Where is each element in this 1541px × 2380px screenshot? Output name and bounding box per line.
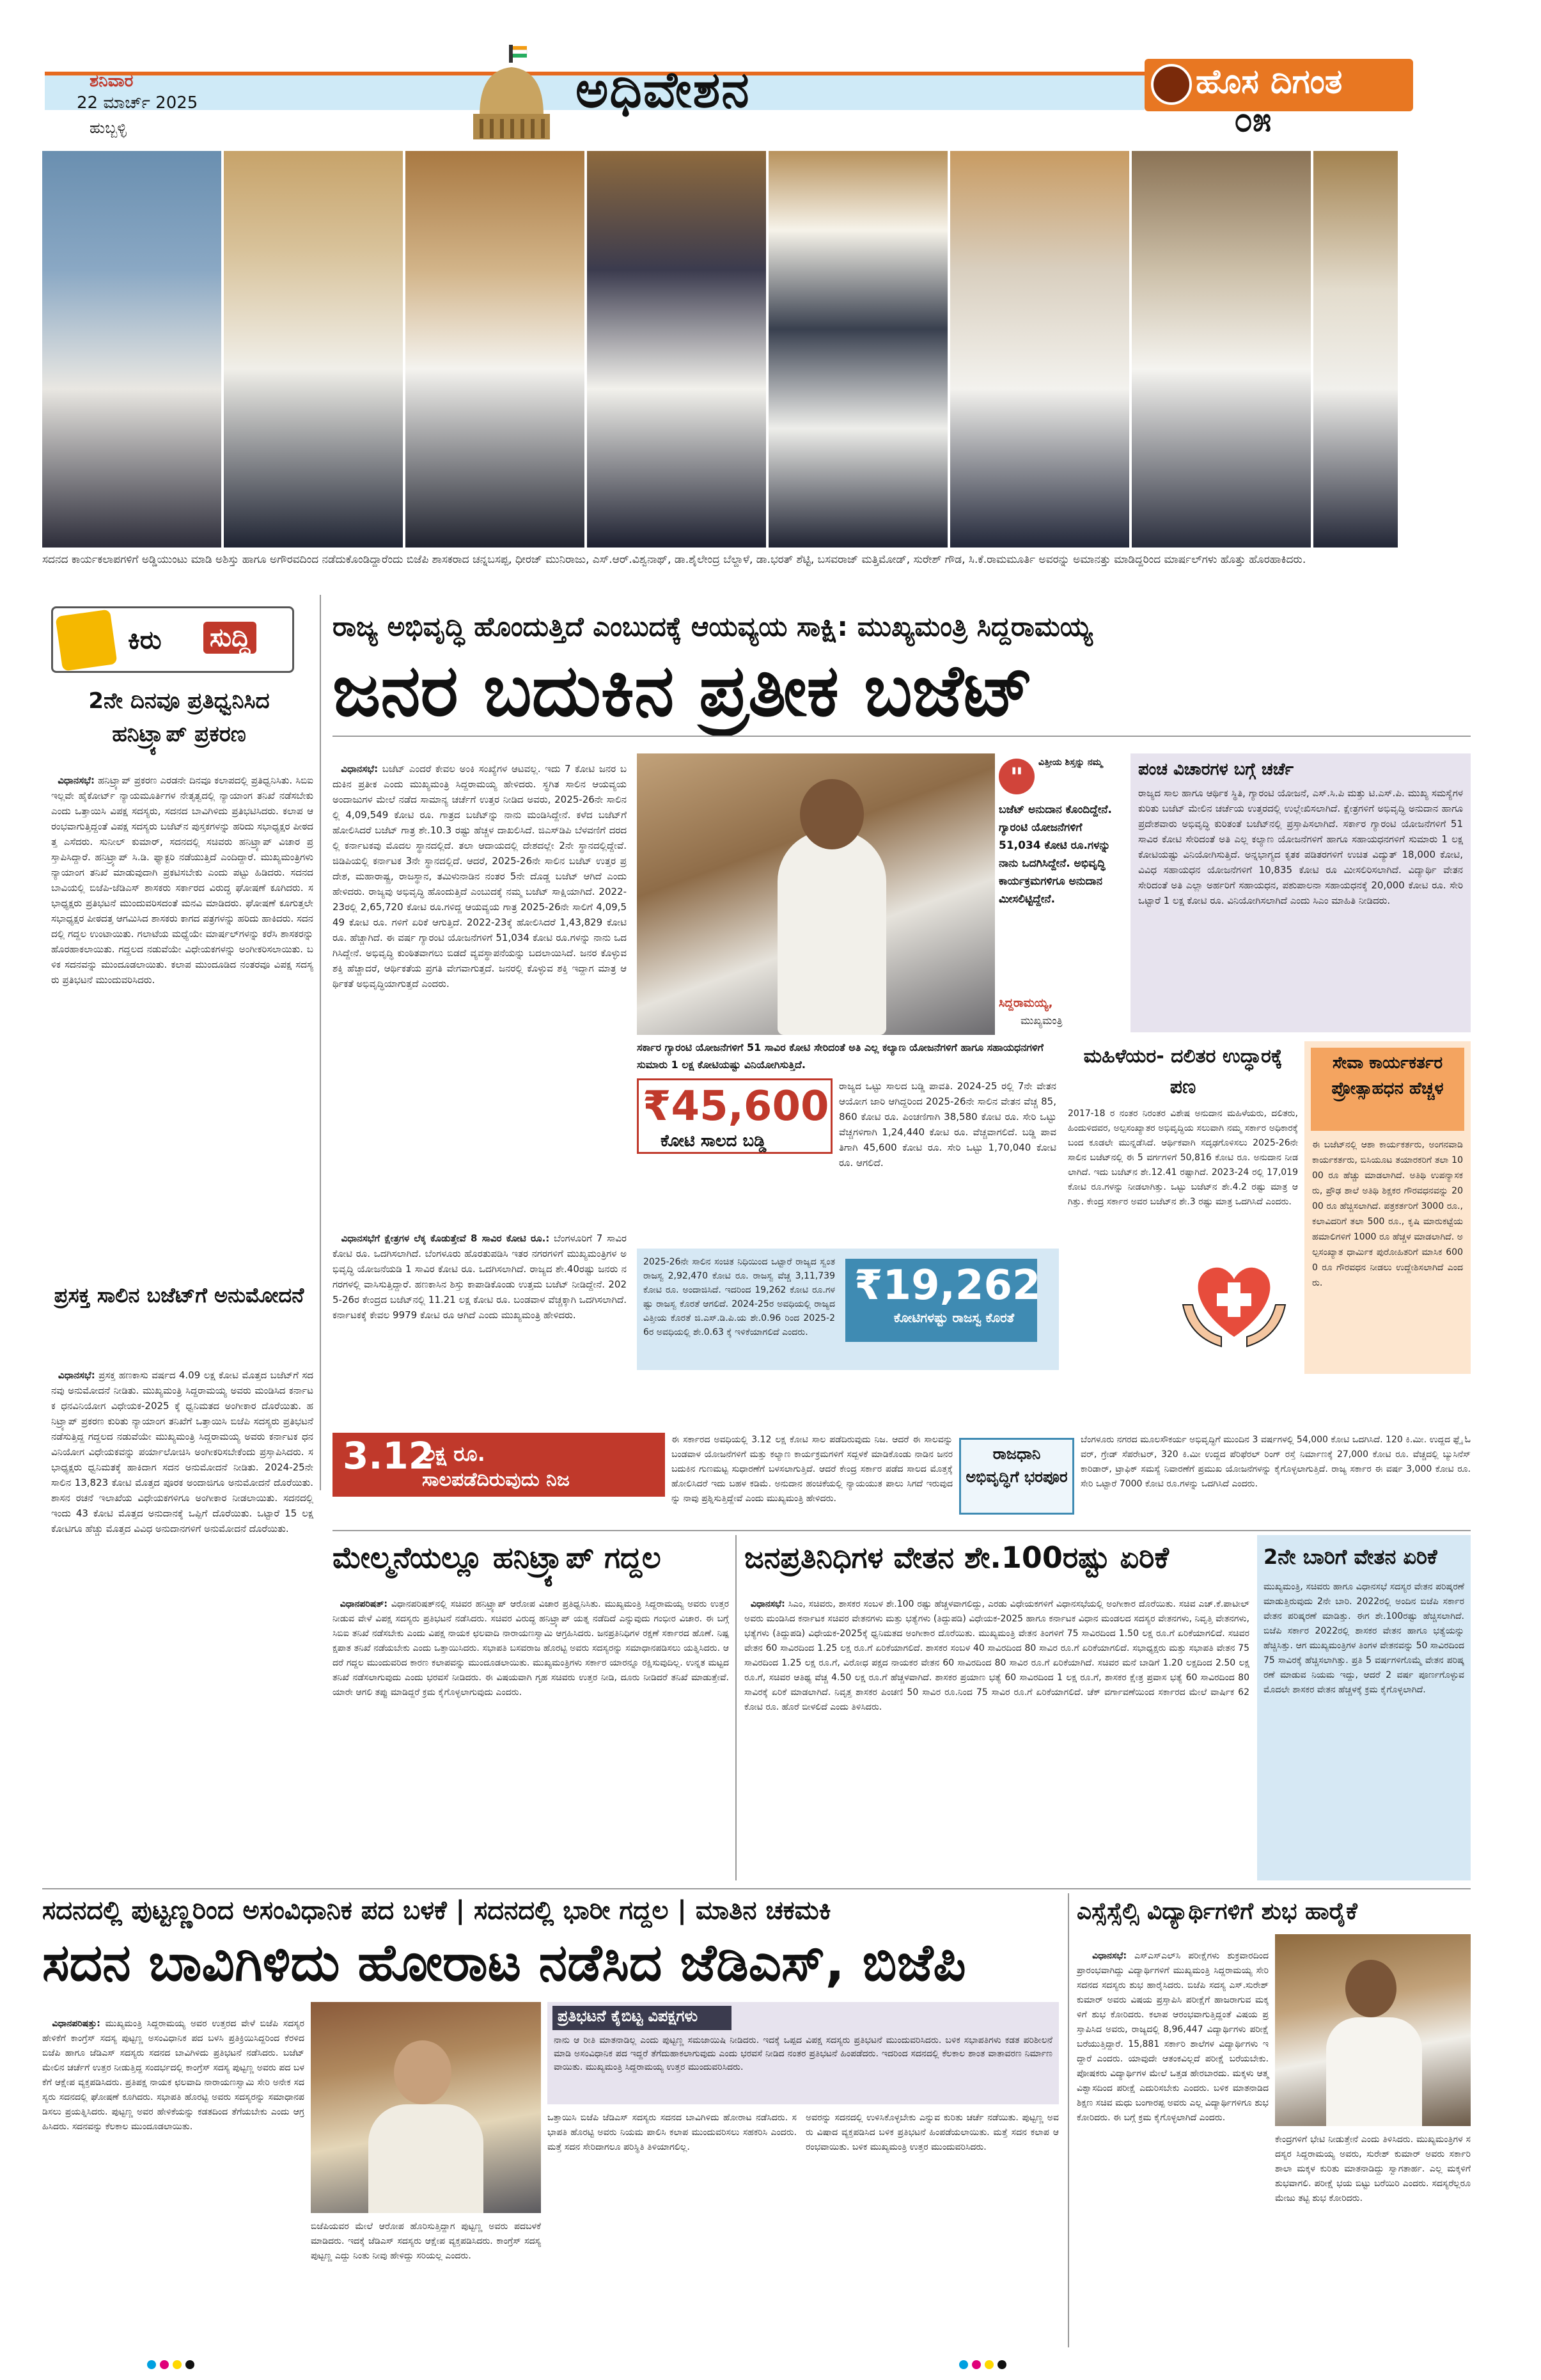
registration-marks-right [959, 2360, 1006, 2369]
page-number: ೦೫ [1234, 101, 1272, 139]
sidebar-divider [320, 595, 321, 1490]
col-divider [735, 1535, 737, 1880]
big-45-label: ಕೋಟಿ ಸಾಲದ ಬಡ್ಡಿ [661, 1131, 767, 1151]
bottom-kicker: ಸದನದಲ್ಲಿ ಪುಟ್ಟಣ್ಣರಿಂದ ಅಸಂವಿಧಾನಿಕ ಪದ ಬಳಕೆ | ಸದನದಲ್ಲಿ ಭಾರೀ ಗದ್ದಲ | ಮಾತಿನ ಚಕಮಕಿ [42, 1896, 831, 1925]
lakh-body: ಈ ಸರ್ಕಾರದ ಅವಧಿಯಲ್ಲಿ 3.12 ಲಕ್ಷ ಕೋಟಿ ಸಾಲ ಪಡೆದಿರುವುದು ನಿಜ. ಆದರೆ ಈ ಸಾಲವನ್ನು ಬಂಡವಾಳ ಯೋಜನೆಗಳಿಗೆ ಮತ್ತು ಕಲ್ಯಾಣ ಕಾರ್ಯಕ್ರಮಗಳಿಗೆ ಸದ್ಬಳಕೆ ಮಾಡಿಕೊಂಡು ನಾಡಿನ ಜನರ ಬದುಕಿನ ಗುಣಮಟ್ಟ ಸುಧಾರಣೆಗೆ ಬಳಸಲಾಗುತ್ತಿದೆ. ಆದರೆ ಕೇಂದ್ರ ಸರ್ಕಾರ ಪಡೆದ ಸಾಲದ ಮೊತ್ತಕ್ಕೆ ಹೋಲಿಸಿದರೆ ಇದು ಬಹಳ ಕಡಿಮೆ. ಅನುದಾನ ಹಂಚಿಕೆಯಲ್ಲಿ ನ್ಯಾಯಯುತ ಪಾಲು ಸಿಗದೆ ಇರುವುದನ್ನು ನಾವು ಪ್ರಶ್ನಿಸುತ್ತಿದ್ದೇವೆ ಎಂದು ಮುಖ್ಯಮಂತ್ರಿ ಹೇಳಿದರು. [671, 1435, 956, 1504]
dateline: ವಿಧಾನಸಭೆ: [341, 763, 379, 775]
seva-body: ಈ ಬಜೆಟ್‌ನಲ್ಲಿ ಆಶಾ ಕಾರ್ಯಕರ್ತರು, ಅಂಗನವಾಡಿ ಕಾರ್ಯಕರ್ತರು, ಬಿಸಿಯೂಟ ತಯಾರಕರಿಗೆ ತಲಾ 1000 ರೂ ಹೆಚ್ಚು ಮಾಡಲಾಗಿದೆ. ಅತಿಥಿ ಉಪನ್ಯಾಸಕರು, ಪ್ರೌಢ ಶಾಲೆ ಅತಿಥಿ ಶಿಕ್ಷಕರ ಗೌರವಧನವನ್ನು 2000 ರೂ ಹೆಚ್ಚಿಸಲಾಗಿದೆ. ಪತ್ರಕರ್ತರಿಗೆ 3000 ರೂ., ಕಲಾವಿದರಿಗೆ ತಲಾ 500 ರೂ., ಕೃಷಿ ಮಾರುಕಟ್ಟೆಯ ಹಮಾಲಿಗಳಿಗೆ 1000 ರೂ ಹೆಚ್ಚಳ ಮಾಡಲಾಗಿದೆ. ಅಲ್ಪಸಂಖ್ಯಾತ ಧಾರ್ಮಿಕ ಪುರೋಹಿತರಿಗೆ ಮಾಸಿಕ 6000 ರೂ ಗೌರವಧನ ನೀಡಲು ಉದ್ದೇಶಿಸಲಾಗಿದೆ ಎಂದರು. [1312, 1140, 1466, 1288]
big-19-text: 2025-26ನೇ ಸಾಲಿನ ಸಂಚಿತ ನಿಧಿಯಿಂದ ಒಟ್ಟಾರೆ ರಾಜ್ಯದ ಸ್ವಂತ ರಾಜಸ್ವ 2,92,470 ಕೋಟಿ ರೂ. ರಾಜಸ್ವ ವೆಚ್ಚ 3,11,739 ಕೋಟಿ ರೂ. ಅಂದಾಜಿಸಿದೆ. ಇದರಿಂದ 19,262 ಕೋಟಿ ರೂ.ಗಳಷ್ಟು ರಾಜಸ್ವ ಕೊರತೆ ಆಗಲಿದೆ. 2024-25ರ ಅವಧಿಯಲ್ಲಿ ರಾಜ್ಯದ ವಿತ್ತೀಯ ಕೊರತೆ ಜಿ.ಎಸ್.ಡಿ.ಪಿ.ಯ ಶೇ.0.96 ರಿಂದ 2025-26ರ ಅವಧಿಯಲ್ಲಿ ಶೇ.0.63 ಕ್ಕೆ ಇಳಿಕೆಯಾಗಲಿದೆ ಎಂದರು. [643, 1257, 838, 1337]
photo-2 [224, 151, 405, 548]
lamp-icon [1151, 64, 1192, 105]
big-45-box [637, 1078, 833, 1154]
row-rule [332, 1530, 1471, 1531]
lakh-value: 3.12 [343, 1434, 435, 1478]
cyan-dot [959, 2360, 968, 2369]
minister-head [1345, 1960, 1396, 2017]
paragraph: ಎಸ್‌ಎಸ್‌ಎಲ್‌ಸಿ ಪರೀಕ್ಷೆಗಳು ಶುಕ್ರವಾರದಿಂದ ಪ್ರಾರಂಭವಾಗಿದ್ದು ವಿದ್ಯಾರ್ಥಿಗಳಿಗೆ ಮುಖ್ಯಮಂತ್ರಿ ಸಿದ್ದರಾಮಯ್ಯ ಸೇರಿ ಸದನದ ಸದಸ್ಯರು ಶುಭ ಹಾರೈಸಿದರು. ಬಿಜೆಪಿ ಸದಸ್ಯ ಎಸ್.ಸುರೇಶ್ ಕುಮಾರ್ ಅವರು ವಿಷಯ ಪ್ರಸ್ತಾಪಿಸಿ ಪರೀಕ್ಷೆಗೆ ಹಾಜರಾಗುವ ಮಕ್ಕಳಿಗೆ ಶುಭ ಕೋರಿದರು. ಕಲಾಪ ಆರಂಭವಾಗುತ್ತಿದ್ದಂತೆ ವಿಷಯ ಪ್ರಸ್ತಾಪಿಸಿದ ಅವರು, ರಾಜ್ಯದಲ್ಲಿ 8,96,447 ವಿದ್ಯಾರ್ಥಿಗಳು ಪರೀಕ್ಷೆ ಬರೆಯುತ್ತಿದ್ದಾರೆ. 15,881 ಸರ್ಕಾರಿ ಶಾಲೆಗಳ ವಿದ್ಯಾರ್ಥಿಗಳು ಇದ್ದಾರೆ ಎಂದರು. ಯಾವುದೇ ಆತಂಕವಿಲ್ಲದೆ ಪರೀಕ್ಷೆ ಬರೆಯಬೇಕು. ಪೋಷಕರು ವಿದ್ಯಾರ್ಥಿಗಳ ಮೇಲೆ ಒತ್ತಡ ಹೇರಬಾರದು. ಮಕ್ಕಳು ಆತ್ಮವಿಶ್ವಾಸದಿಂದ ಪರೀಕ್ಷೆ ಎದುರಿಸಬೇಕು ಎಂದರು. ಬಳಿಕ ಮಾತನಾಡಿದ ಶಿಕ್ಷಣ ಸಚಿವ ಮಧು ಬಂಗಾರಪ್ಪ ಅವರು ಎಲ್ಲ ವಿದ್ಯಾರ್ಥಿಗಳಿಗೂ ಶುಭ ಕೋರಿದರು. ಈ ಬಗ್ಗೆ ಕ್ರಮ ಕೈಗೊಳ್ಳಲಾಗಿದೆ ಎಂದರು. [1077, 1951, 1272, 2123]
quote-role: ಮುಖ್ಯಮಂತ್ರಿ [1021, 1014, 1063, 1027]
speaker-head [394, 2040, 451, 2104]
quote-badge: ವಿತ್ತೀಯ ಶಿಸ್ತನ್ನು ನಮ್ಮ [1038, 757, 1102, 768]
quote-panel [995, 753, 1120, 1035]
bottom-col-2: ಬಿಜೆಪಿಯವರ ಮೇಲೆ ಆರೋಪ ಹೊರಿಸುತ್ತಿದ್ದಾಗ ಪುಟ್ಟಣ್ಣ ಅವರು ಪದಬಳಕೆ ಮಾಡಿದರು. ಇದಕ್ಕೆ ಜೆಡಿಎಸ್ ಸದಸ್ಯರು ಆಕ್ಷೇಪ ವ್ಯಕ್ತಪಡಿಸಿದರು. ಕಾಂಗ್ರೆಸ್ ಸದಸ್ಯ ಪುಟ್ಟಣ್ಣ ಎದ್ದು ನಿಂತು ನೀವು ಹೇಳಿದ್ದು ಸರಿಯಲ್ಲ ಎಂದರು. [311, 2221, 544, 2261]
sidebar-headline-2: ಪ್ರಸಕ್ತ ಸಾಲಿನ ಬಜೆಟ್‌ಗೆ ಅನುಮೋದನೆ [54, 1283, 304, 1307]
headline-rule [332, 736, 1471, 737]
second-hike-box [1257, 1535, 1471, 1880]
photo-5 [769, 151, 950, 548]
bottom-col-4: ಅವರನ್ನು ಸದನದಲ್ಲಿ ಉಳಿಸಿಕೊಳ್ಳಬೇಕು ಎನ್ನುವ ಕುರಿತು ಚರ್ಚೆ ನಡೆಯಿತು. ಪುಟ್ಟಣ್ಣ ಅವರು ವಿಷಾದ ವ್ಯಕ್ತಪಡಿಸಿದ ಬಳಿಕ ಪ್ರತಿಭಟನೆ ಹಿಂಪಡೆಯಲಾಯಿತು. ಮತ್ತೆ ಸದನ ಕಲಾಪ ಆರಂಭವಾಯಿತು. ಬಳಿಕ ಮುಖ್ಯಮಂತ್ರಿ ಉತ್ತರ ಮುಂದುವರಿಸಿದರು. [806, 2113, 1059, 2152]
protest-title: ಪ್ರತಿಭಟನೆ ಕೈಬಿಟ್ಟ ವಿಪಕ್ಷಗಳು [558, 2007, 698, 2025]
quote-author: ಸಿದ್ದರಾಮಯ್ಯ, [999, 997, 1053, 1010]
lakh-label: ಸಾಲಪಡೆದಿರುವುದು ನಿಜ [422, 1469, 570, 1491]
black-dot [185, 2360, 194, 2369]
photo-8 [1313, 151, 1398, 548]
paper-name: ಹೊಸ ದಿಗಂತ [1196, 63, 1343, 101]
dateline: ವಿಧಾನಪರಿಷತ್ತು: [52, 2019, 100, 2029]
magenta-dot [160, 2360, 169, 2369]
paragraph: ಪ್ರಸಕ್ತ ಹಣಕಾಸು ವರ್ಷದ 4.09 ಲಕ್ಷ ಕೋಟಿ ಮೊತ್ತದ ಬಜೆಟ್‌ಗೆ ಸದನವು ಅನುಮೋದನೆ ನೀಡಿತು. ಮುಖ್ಯಮಂತ್ರಿ ಸಿದ್ದರಾಮಯ್ಯ ಅವರು ಮಂಡಿಸಿದ ಕರ್ನಾಟಕ ಧನವಿನಿಯೋಗ ವಿಧೇಯಕ-2025 ಕ್ಕೆ ಧ್ವನಿಮತದ ಅಂಗೀಕಾರ ದೊರೆಯಿತು. ಹನಿಟ್ರ್ಯಾಪ್ ಪ್ರಕರಣ ಕುರಿತು ನ್ಯಾಯಾಂಗ ತನಿಖೆಗೆ ಒತ್ತಾಯಿಸಿ ಬಿಜೆಪಿ ಸದಸ್ಯರು ಪ್ರತಿಭಟನೆ ನಡೆಸುತ್ತಿದ್ದ ಗದ್ದಲದ ನಡುವೆಯೇ ಮುಖ್ಯಮಂತ್ರಿ ಸಿದ್ದರಾಮಯ್ಯ ಅವರು ಕರ್ನಾಟಕ ಧನವಿನಿಯೋಗ ವಿಧೇಯಕವನ್ನು ಪರ್ಯಾಲೋಚಿಸಿ ಅಂಗೀಕರಿಸಬೇಕೆಂದು ಪ್ರಸ್ತಾಪಿಸಿದರು. ಸಭಾಧ್ಯಕ್ಷರು ಧ್ವನಿಮತಕ್ಕೆ ಹಾಕಿದಾಗ ಸದನ ಅನುಮೋದನೆ ನೀಡಿತು. 2024-25ನೇ ಸಾಲಿನ 13,823 ಕೋಟಿ ಮೊತ್ತದ ಪೂರಕ ಅಂದಾಜಿಗೂ ಅನುಮೋದನೆ ದೊರೆಯಿತು. ಶಾಸನ ರಚನೆ ಇಲಾಖೆಯ ವಿಧೇಯಕಗಳಿಗೂ ಅಂಗೀಕಾರ ನೀಡಲಾಯಿತು. ಸದನದಲ್ಲಿ ಇಂದು 43 ಕೋಟಿ ಮೊತ್ತದ ಅನುದಾನಕ್ಕೆ ಒಪ್ಪಿಗೆ ದೊರೆಯಿತು. ಒಟ್ಟಾರೆ 15 ಲಕ್ಷ ಕೋಟಿಗೂ ಹೆಚ್ಚು ಮೊತ್ತದ ವಿವಿಧ ಅನುದಾನಗಳಿಗೆ ಅನುಮೋದನೆ ದೊರೆಯಿತು. [51, 1369, 317, 1534]
yellow-dot [173, 2360, 182, 2369]
lakh-value-box [332, 1433, 665, 1497]
rajadhani-body: ಬೆಂಗಳೂರು ನಗರದ ಮೂಲಸೌಕರ್ಯ ಅಭಿವೃದ್ಧಿಗೆ ಮುಂದಿನ 3 ವರ್ಷಗಳಲ್ಲಿ 54,000 ಕೋಟಿ ಒದಗಿಸಿದೆ. 120 ಕಿ.ಮೀ. ಉದ್ದದ ಫ್ಲೈ ಓವರ್, ಗ್ರೇಡ್ ಸೆಪರೇಟರ್, 320 ಕಿ.ಮೀ ಉದ್ದದ ಪೆರಿಫೆರಲ್ ರಿಂಗ್ ರಸ್ತೆ ನಿರ್ಮಾಣಕ್ಕೆ 27,000 ಕೋಟಿ ರೂ. ವೆಚ್ಚದಲ್ಲಿ ಬ್ಯುಸಿನೆಸ್ ಕಾರಿಡಾರ್, ಟ್ರಾಫಿಕ್ ಸಮಸ್ಯೆ ನಿವಾರಣೆಗೆ ಪ್ರಮುಖ ಯೋಜನೆಗಳನ್ನು ಕೈಗೊಳ್ಳಲಾಗುತ್ತಿದೆ. ರಾಜ್ಯ ಸರ್ಕಾರ ಈ ವರ್ಷ 3,000 ಕೋಟಿ ರೂ. ಸೇರಿ ಒಟ್ಟಾರೆ 7000 ಕೋಟಿ ರೂ.ಗಳನ್ನು ಒದಗಿಸಿದೆ ಎಂದರು. [1081, 1435, 1474, 1489]
protest-box [547, 2002, 1059, 2104]
photo-caption: ಸದನದ ಕಾರ್ಯಕಲಾಪಗಳಿಗೆ ಅಡ್ಡಿಯುಂಟು ಮಾಡಿ ಅಶಿಸ್ತು ಹಾಗೂ ಅಗೌರವದಿಂದ ನಡೆದುಕೊಂಡಿದ್ದಾರೆಂದು ಬಿಜೆಪಿ ಶಾಸಕರಾದ ಚನ್ನಬಸಪ್ಪ, ಧೀರಜ್ ಮುನಿರಾಜು, ಎಸ್.ಆರ್.ವಿಶ್ವನಾಥ್, ಡಾ.ಶೈಲೇಂದ್ರ ಬೆಲ್ದಾಳೆ, ಡಾ.ಭರತ್ ಶೆಟ್ಟಿ, ಬಸವರಾಜ್ ಮತ್ತಿಮೋಡ್, ಸುರೇಶ್ ಗೌಡ, ಸಿ.ಕೆ.ರಾಮಮೂರ್ತಿ ಅವರನ್ನು ಅಮಾನತ್ತು ಮಾಡಿದ್ದರಿಂದ ಮಾರ್ಷಲ್‌ಗಳು ಹೊತ್ತು ಹೊರಹಾಕಿದರು. [42, 553, 1306, 566]
minister-body [1326, 2017, 1422, 2126]
photo-7 [1132, 151, 1313, 548]
lakh-unit: ಲಕ್ಷ ರೂ. [422, 1442, 485, 1466]
badge-brand-a: ಕಿರು [128, 626, 162, 655]
paragraph: ಹನಿಟ್ರ್ಯಾಪ್ ಪ್ರಕರಣ ಎರಡನೇ ದಿನವೂ ಕಲಾಪದಲ್ಲಿ ಪ್ರತಿಧ್ವನಿಸಿತು. ಸಿಬಿಐ ಇಲ್ಲವೇ ಹೈಕೋರ್ಟ್ ನ್ಯಾಯಮೂರ್ತಿಗಳ ನೇತೃತ್ವದಲ್ಲಿ ನ್ಯಾಯಾಂಗ ತನಿಖೆ ನಡೆಸಬೇಕು ಎಂದು ಒತ್ತಾಯಿಸಿ ವಿಪಕ್ಷ ಸದಸ್ಯರು, ಸದನದ ಬಾವಿಗಿಳಿದು ಪ್ರತಿಭಟಿಸಿದರು. ಕಲಾಪ ಆರಂಭವಾಗುತ್ತಿದ್ದಂತೆ ವಿಪಕ್ಷ ಸದಸ್ಯರು ಬಜೆಟ್‌ನ ಪುಸ್ತಕಗಳನ್ನು ಹರಿದು ಸಭಾಧ್ಯಕ್ಷರ ಪೀಠದತ್ತ ಎಸೆದರು. ಸುನೀಲ್ ಕುಮಾರ್, ಸದನದಲ್ಲಿ ಸಚಿವರು ಹನಿಟ್ರ್ಯಾಪ್ ವಿಚಾರ ಪ್ರಸ್ತಾಪಿಸಿದ್ದಾರೆ. ಹನಿಟ್ರ್ಯಾಪ್ ಸಿ.ಡಿ. ಫ್ಯಾಕ್ಟರಿ ನಡೆಯುತ್ತಿದೆ ಎಂದಿದ್ದಾರೆ. ಮುಖ್ಯಮಂತ್ರಿಗಳು ನ್ಯಾಯಾಂಗ ತನಿಖೆ ಮಾಡುವುದಾಗಿ ಪ್ರಕಟಿಸಬೇಕು ಎಂದು ಪಟ್ಟು ಹಿಡಿದರು. ಸದನದ ಬಾವಿಯಲ್ಲಿ ಬಿಜೆಪಿ-ಜೆಡಿಎಸ್ ಶಾಸಕರು ಸರ್ಕಾರದ ವಿರುದ್ಧ ಘೋಷಣೆ ಕೂಗಿದರು. ಸಭಾಧ್ಯಕ್ಷರು ಪ್ರತಿಭಟನೆ ಮುಂದುವರಿಸದಂತೆ ಮನವಿ ಮಾಡಿದರು. ಘೋಷಣೆ ಕೂಗುತ್ತಲೇ ಸಭಾಧ್ಯಕ್ಷರ ಪೀಠದತ್ತ ಆಗಮಿಸಿದ ಶಾಸಕರು ಕಾಗದ ಪತ್ರಗಳನ್ನು ಹರಿದು ಹಾಕಿದರು. ಸದನದಲ್ಲಿ ಗದ್ದಲ ಉಂಟಾಯಿತು. ಗಲಾಟೆಯ ಮಧ್ಯೆಯೇ ಮಾರ್ಷಲ್‌ಗಳನ್ನು ಕರೆಸಿ ಶಾಸಕರನ್ನು ಹೊರಹಾಕಲಾಯಿತು. ಗದ್ದಲದ ನಡುವೆಯೇ ವಿಧೇಯಕಗಳನ್ನು ಅಂಗೀಕರಿಸಲಾಯಿತು. ಬಳಿಕ ಸದನವನ್ನು ಮುಂದೂಡಲಾಯಿತು. ಕಲಾಪ ಮುಂದೂಡಿದ ನಂತರವೂ ವಿಪಕ್ಷ ಸದಸ್ಯರು ಪ್ರತಿಭಟನೆ ಮುಂದುವರಿಸಿದರು. [51, 775, 317, 986]
vidhana-soudha-icon [467, 45, 556, 141]
bottom-rule [42, 1888, 1471, 1889]
big-19-box [637, 1249, 1059, 1370]
hand-icon [55, 609, 117, 671]
bottom-photo [311, 2002, 541, 2213]
dateline: ವಿಧಾನಪರಿಷತ್: [340, 1599, 387, 1609]
marshal-photo-strip [42, 151, 1398, 548]
bottom-col-3: ಒತ್ತಾಯಿಸಿ ಬಿಜೆಪಿ ಜೆಡಿಎಸ್ ಸದಸ್ಯರು ಸದನದ ಬಾವಿಗಿಳಿದು ಹೋರಾಟ ನಡೆಸಿದರು. ಸಭಾಪತಿ ಹೊರಟ್ಟಿ ಅವರು ನಿಯಮ ಪಾಲಿಸಿ ಕಲಾಪ ಮುಂದುವರಿಸಲು ಸಹಕರಿಸಿ ಎಂದರು. ಮತ್ತೆ ಸದನ ಸೇರಿದಾಗಲೂ ಪರಿಸ್ಥಿತಿ ತಿಳಿಯಾಗಲಿಲ್ಲ. [547, 2113, 800, 2152]
bottom-headline: ಸದನ ಬಾವಿಗಿಳಿದು ಹೋರಾಟ ನಡೆಸಿದ ಜೆಡಿಎಸ್, ಬಿಜೆಪಿ [42, 1933, 966, 1992]
photo-6 [950, 151, 1132, 548]
big-19-label: ಕೋಟಿಗಳಷ್ಟು ರಾಜಸ್ವ ಕೊರತೆ [893, 1310, 1015, 1325]
intro-box: ಸರ್ಕಾರ ಗ್ಯಾರಂಟಿ ಯೋಜನೆಗಳಿಗೆ 51 ಸಾವಿರ ಕೋಟಿ ಸೇರಿದಂತೆ ಅತಿ ಎಲ್ಲ ಕಲ್ಯಾಣ ಯೋಜನೆಗಳಿಗೆ ಹಾಗೂ ಸಹಾಯಧನಗಳಿಗೆ ಸುಮಾರು 1 ಲಕ್ಷ ಕೋಟಿಯಷ್ಟು ವಿನಿಯೋಗಿಸುತ್ತಿದೆ. [637, 1041, 1044, 1071]
budget-headline: ಜನರ ಬದುಕಿನ ಪ್ರತೀಕ ಬಜೆಟ್ [332, 649, 1034, 732]
dateline: ವಿಧಾನಸಭೆ: [1092, 1951, 1127, 1961]
photo-4 [587, 151, 769, 548]
registration-marks-left [147, 2360, 194, 2369]
health-care-icon [1177, 1241, 1292, 1350]
day-label: ಶನಿವಾರ [90, 72, 134, 91]
sslc-title: ಎಸ್ಸೆಸ್ಸೆಲ್ಸಿ ವಿದ್ಯಾರ್ಥಿಗಳಿಗೆ ಶುಭ ಹಾರೈಕೆ [1077, 1898, 1357, 1925]
sslc-divider [1068, 1893, 1069, 2347]
honey-body [332, 1582, 732, 1883]
cm-photo [637, 753, 995, 1035]
big-19-card [845, 1259, 1041, 1342]
seva-title: ಸೇವಾ ಕಾರ್ಯಕರ್ತರ ಪ್ರೋತ್ಸಾಹಧನ ಹೆಚ್ಚಳ [1331, 1053, 1444, 1098]
dateline: ವಿಧಾನಸಭೆ: [58, 775, 95, 786]
seva-box [1304, 1041, 1471, 1374]
budget-subsection [332, 1215, 630, 1452]
sslc-body [1077, 1934, 1272, 2347]
black-dot [997, 2360, 1006, 2369]
cyan-dot [147, 2360, 156, 2369]
big-45-text: ರಾಜ್ಯದ ಒಟ್ಟು ಸಾಲದ ಬಡ್ಡಿ ಪಾವತಿ. 2024-25 ರಲ್ಲಿ 7ನೇ ವೇತನ ಆಯೋಗ ಜಾರಿ ಆಗಿದ್ದರಿಂದ 2025-26ನೇ ಸಾಲಿನ ವೇತನ ವೆಚ್ಚ 85,860 ಕೋಟಿ ರೂ. ಪಿಂಚಣಿಗಾಗಿ 38,580 ಕೋಟಿ ರೂ. ಸೇರಿ ಒಟ್ಟು ವೆಚ್ಚಗಳಿಗಾಗಿ 1,24,440 ಕೋಟಿ ರೂ. ವೆಚ್ಚವಾಗಲಿದೆ. ಬಡ್ಡಿ ಪಾವತಿಗಾಗಿ 45,600 ಕೋಟಿ ರೂ. ಸೇರಿ ಒಟ್ಟು 1,70,040 ಕೋಟಿ ರೂ. ಆಗಲಿದೆ. [839, 1080, 1060, 1169]
second-hike-title: 2ನೇ ಬಾರಿಗೆ ವೇತನ ಏರಿಕೆ [1263, 1545, 1437, 1569]
paragraph: ವಿಧಾನಪರಿಷತ್‌ನಲ್ಲಿ ಸಚಿವರ ಹನಿಟ್ರ್ಯಾಪ್ ಆರೋಪ ವಿಚಾರ ಪ್ರತಿಧ್ವನಿಸಿತು. ಮುಖ್ಯಮಂತ್ರಿ ಸಿದ್ದರಾಮಯ್ಯ ಅವರು ಉತ್ತರ ನೀಡುವ ವೇಳೆ ವಿಪಕ್ಷ ಸದಸ್ಯರು ಪ್ರತಿಭಟನೆ ನಡೆಸಿದರು. ಸಚಿವರ ವಿರುದ್ಧ ಹನಿಟ್ರ್ಯಾಪ್ ಯತ್ನ ನಡೆದಿದೆ ಎನ್ನುವುದು ಗಂಭೀರ ವಿಚಾರ. ಈ ಬಗ್ಗೆ ಸಿಬಿಐ ತನಿಖೆ ನಡೆಸಬೇಕು ಎಂದು ವಿಪಕ್ಷ ನಾಯಕ ಛಲವಾದಿ ನಾರಾಯಣಸ್ವಾಮಿ ಆಗ್ರಹಿಸಿದರು. ಜನಪ್ರತಿನಿಧಿಗಳ ರಕ್ಷಣೆ ಸರ್ಕಾರದ ಹೊಣೆ. ನಿಷ್ಪಕ್ಷಪಾತ ತನಿಖೆ ನಡೆಯಬೇಕು ಎಂದು ಒತ್ತಾಯಿಸಿದರು. ಸಭಾಪತಿ ಬಸವರಾಜ ಹೊರಟ್ಟಿ ಅವರು ಸದಸ್ಯರನ್ನು ಸಮಾಧಾನಪಡಿಸಲು ಯತ್ನಿಸಿದರು. ಆದರೆ ಗದ್ದಲ ಮುಂದುವರಿದ ಕಾರಣ ಕಲಾಪವನ್ನು ಮುಂದೂಡಲಾಯಿತು. ಮುಖ್ಯಮಂತ್ರಿಗಳು ಸರ್ಕಾರ ಯಾರನ್ನೂ ರಕ್ಷಿಸುವುದಿಲ್ಲ. ಉನ್ನತ ಮಟ್ಟದ ತನಿಖೆ ನಡೆಸಲಾಗುವುದು ಎಂದು ಭರವಸೆ ನೀಡಿದರು. ಈ ವಿಷಯವಾಗಿ ಗೃಹ ಸಚಿವರು ಉತ್ತರ ನೀಡಿ, ದೂರು ನೀಡಿದರೆ ತನಿಖೆ ಮಾಡುತ್ತೇವೆ. ಯಾರೇ ಆಗಲಿ ತಪ್ಪು ಮಾಡಿದ್ದರೆ ಕ್ರಮ ಕೈಗೊಳ್ಳಲಾಗುವುದು ಎಂದರು. [332, 1599, 732, 1698]
big-45-text-2 [637, 1158, 833, 1247]
section-title: ಅಧಿವೇಶನ [575, 61, 751, 119]
rajadhani-box [959, 1438, 1074, 1515]
paragraph: ಬೆಂಗಳೂರಿಗೆ 7 ಸಾವಿರ ಕೋಟಿ ರೂ. ಒದಗಿಸಲಾಗಿದೆ. ಬೆಂಗಳೂರು ಹೊರತುಪಡಿಸಿ ಇತರ ನಗರಗಳಿಗೆ ಮುಖ್ಯಮಂತ್ರಿಗಳ ಅಭಿವೃದ್ಧಿ ಯೋಜನೆಯಡಿ 1 ಸಾವಿರ ಕೋಟಿ ರೂ. ಒದಗಿಸಲಾಗಿದೆ. ರಾಜ್ಯದ ಶೇ.40ರಷ್ಟು ಜನರು ನಗರಗಳಲ್ಲಿ ವಾಸಿಸುತ್ತಿದ್ದಾರೆ. ಹಣಕಾಸಿನ ಶಿಸ್ತು ಕಾಪಾಡಿಕೊಂಡು ಉತ್ತಮ ಬಜೆಟ್ ನೀಡಿದ್ದೇನೆ. 2025-26ರ ಕೇಂದ್ರದ ಬಜೆಟ್‌ನಲ್ಲಿ 11.21 ಲಕ್ಷ ಕೋಟಿ ರೂ. ಬಂಡವಾಳ ವೆಚ್ಚಕ್ಕಾಗಿ ಒದಗಿಸಲಾಗಿದೆ. ಕರ್ನಾಟಕಕ್ಕೆ ಕೇವಲ 9979 ಕೋಟಿ ರೂ ಆಗಿದೆ ಎಂದು ಮುಖ್ಯಮಂತ್ರಿ ಹೇಳಿದರು. [332, 1233, 630, 1321]
photo-3 [405, 151, 587, 548]
badge-brand-b: ಸುದ್ದಿ [203, 622, 256, 654]
sidebar-body-2 [51, 1352, 317, 1870]
yellow-dot [985, 2360, 994, 2369]
mahila-title: ಮಹಿಳೆಯರ- ದಲಿತರ ಉದ್ಧಾರಕ್ಕೆ ಪಣ [1083, 1045, 1283, 1098]
salary-body [744, 1582, 1253, 1883]
paragraph: ಮುಖ್ಯಮಂತ್ರಿ ಸಿದ್ದರಾಮಯ್ಯ ಅವರ ಉತ್ತರದ ವೇಳೆ ಬಿಜೆಪಿ ಸದಸ್ಯರ ಹೇಳಿಕೆಗೆ ಕಾಂಗ್ರೆಸ್ ಸದಸ್ಯ ಪುಟ್ಟಣ್ಣ ಅಸಂವಿಧಾನಿಕ ಪದ ಬಳಸಿ ಪ್ರತಿಕ್ರಿಯಿಸಿದ್ದರಿಂದ ಕೆರಳಿದ ಬಿಜೆಪಿ ಹಾಗೂ ಜೆಡಿಎಸ್ ಸದಸ್ಯರು ಸದನದ ಬಾವಿಗಿಳಿದು ಪ್ರತಿಭಟನೆ ನಡೆಸಿದರು. ಬಜೆಟ್ ಮೇಲಿನ ಚರ್ಚೆಗೆ ಉತ್ತರ ನೀಡುತ್ತಿದ್ದ ಸಂದರ್ಭದಲ್ಲಿ ಕಾಂಗ್ರೆಸ್ ಸದಸ್ಯ ಪುಟ್ಟಣ್ಣ ಅವರು ಪದ ಬಳಕೆಗೆ ಆಕ್ಷೇಪ ವ್ಯಕ್ತಪಡಿಸಿದರು. ಪ್ರತಿಪಕ್ಷ ನಾಯಕ ಛಲವಾದಿ ನಾರಾಯಣಸ್ವಾಮಿ ಸೇರಿ ಅನೇಕ ಸದಸ್ಯರು ಸದನದಲ್ಲಿ ಘೋಷಣೆ ಕೂಗಿದರು. ಸಭಾಪತಿ ಹೊರಟ್ಟಿ ಅವರು ಸದಸ್ಯರನ್ನು ಸಮಾಧಾನಪಡಿಸಲು ಪ್ರಯತ್ನಿಸಿದರು. ಪುಟ್ಟಣ್ಣ ಅವರ ಹೇಳಿಕೆಯನ್ನು ಕಡತದಿಂದ ತೆಗೆಯಬೇಕು ಎಂದು ಆಗ್ರಹಿಸಿದರು. ಸದನವನ್ನು ಕೆಲಕಾಲ ಮುಂದೂಡಲಾಯಿತು. [42, 2019, 308, 2132]
mahila-body: 2017-18 ರ ನಂತರ ನಿರಂತರ ವಿಶೇಷ ಅನುದಾನ ಮಹಿಳೆಯರು, ದಲಿತರು, ಹಿಂದುಳಿದವರ, ಅಲ್ಪಸಂಖ್ಯಾತರ ಅಭಿವೃದ್ಧಿಯ ಸಲುವಾಗಿ ನಮ್ಮ ಸರ್ಕಾರ ಅಧಿಕಾರಕ್ಕೆ ಬಂದ ಕೂಡಲೇ ಮುನ್ನಡೆಸಿದೆ. ಆರ್ಥಿಕವಾಗಿ ಸದೃಢಗೊಳಿಸಲು 2025-26ನೇ ಸಾಲಿನ ಬಜೆಟ್‌ನಲ್ಲಿ ಈ 5 ವರ್ಗಗಳಿಗೆ 50,816 ಕೋಟಿ ರೂ. ಅನುದಾನ ನೀಡಲಾಗಿದೆ. ಇದು ಬಜೆಟ್‌ನ ಶೇ.12.41 ರಷ್ಟಾಗಿದೆ. 2023-24 ರಲ್ಲಿ 17,019 ಕೋಟಿ ರೂ.ಗಳನ್ನು ನೀಡಲಾಗಿತ್ತು. ಒಟ್ಟು ಬಜೆಟ್‌ನ ಶೇ.4.2 ರಷ್ಟು ಮಾತ್ರ ಆಗಿತ್ತು. ಕೇಂದ್ರ ಸರ್ಕಾರ ಅವರ ಬಜೆಟ್‌ನ ಶೇ.3 ರಷ್ಟು ಮಾತ್ರ ಒದಗಿಸಿದೆ ಎಂದರು. [1068, 1108, 1301, 1207]
big-45-value: ₹45,600 [643, 1083, 829, 1130]
sslc-col-2: ಕೇಂದ್ರಗಳಿಗೆ ಭೇಟಿ ನೀಡುತ್ತೇನೆ ಎಂದು ತಿಳಿಸಿದರು. ಮುಖ್ಯಮಂತ್ರಿಗಳ ಸದಸ್ಯರ ಸಿದ್ದರಾಮಯ್ಯ ಅವರು, ಸುರೇಶ್ ಕುಮಾರ್ ಅವರು ಸರ್ಕಾರಿ ಶಾಲಾ ಮಕ್ಕಳ ಕುರಿತು ಮಾತನಾಡಿದ್ದು ಸ್ವಾಗತಾರ್ಹ. ಎಲ್ಲ ಮಕ್ಕಳಿಗೆ ಶುಭವಾಗಲಿ. ಪರೀಕ್ಷೆ ಭಯ ಬಿಟ್ಟು ಬರೆಯಿರಿ ಎಂದರು. ಸದಸ್ಯರೆಲ್ಲರೂ ಮೇಜು ತಟ್ಟಿ ಶುಭ ಕೋರಿದರು. [1275, 2134, 1474, 2203]
paragraph: ಬಜೆಟ್ ಎಂದರೆ ಕೇವಲ ಅಂಕಿ ಸಂಖ್ಯೆಗಳ ಆಟವಲ್ಲ. ಇದು 7 ಕೋಟಿ ಜನರ ಬದುಕಿನ ಪ್ರತೀಕ ಎಂದು ಮುಖ್ಯಮಂತ್ರಿ ಸಿದ್ದರಾಮಯ್ಯ ಹೇಳಿದರು. ಸ್ಥಗಿತ ಸಾಲಿನ ಆಯವ್ಯಯ ಅಂದಾಜುಗಳ ಮೇಲೆ ನಡೆದ ಸಾಮಾನ್ಯ ಚರ್ಚೆಗೆ ಉತ್ತರ ನೀಡಿದ ಅವರು, 2025-26ನೇ ಸಾಲಿನಲ್ಲಿ 4,09,549 ಕೋಟಿ ರೂ. ಗಾತ್ರದ ಬಜೆಟ್‌ನ್ನು ನಾನು ಮಂಡಿಸಿದ್ದೇನೆ. ಕಳೆದ ಬಜೆಟ್‌ಗೆ ಹೋಲಿಸಿದರೆ ಬಜೆಟ್ ಗಾತ್ರ ಶೇ.10.3 ರಷ್ಟು ಹೆಚ್ಚಳ ದಾಖಲಿಸಿದೆ. ಜಿಎಸ್‌ಡಿಪಿ ಬೆಳವಣಿಗೆ ದರದಲ್ಲಿ ಕರ್ನಾಟಕವು ಮೊದಲ ಸ್ಥಾನದಲ್ಲಿದೆ. ತಲಾ ಆದಾಯದಲ್ಲಿ ದೇಶದಲ್ಲೇ 2ನೇ ಸ್ಥಾನದಲ್ಲಿದ್ದೇವೆ. ಜಿಡಿಪಿಯಲ್ಲಿ ಕರ್ನಾಟಕ 3ನೇ ಸ್ಥಾನದಲ್ಲಿದೆ. ಆದರೆ, 2025-26ನೇ ಸಾಲಿನ ಬಜೆಟ್ ಉತ್ತರ ಪ್ರದೇಶ, ಮಹಾರಾಷ್ಟ್ರ, ರಾಜಸ್ಥಾನ, ತಮಿಳುನಾಡಿನ ನಂತರ 5ನೇ ದೊಡ್ಡ ಬಜೆಟ್ ಆಗಿದೆ ಎಂದು ಹೇಳಿದರು. ರಾಜ್ಯವು ಅಭಿವೃದ್ಧಿ ಹೊಂದುತ್ತಿದೆ ಎಂಬುದಕ್ಕೆ ನಮ್ಮ ಬಜೆಟ್ ಸಾಕ್ಷಿಯಾಗಿದೆ. 2022-23ರಲ್ಲಿ 2,65,720 ಕೋಟಿ ರೂ.ಗಳಿದ್ದ ಆಯವ್ಯಯ ಗಾತ್ರ 2025-26ನೇ ಸಾಲಿಗೆ 4,09,549 ಕೋಟಿ ರೂ. ಗಳಿಗೆ ಏರಿಕೆ ಆಗುತ್ತಿದೆ. 2022-23ಕ್ಕೆ ಹೋಲಿಸಿದರೆ 1,43,829 ಕೋಟಿ ರೂ. ಹೆಚ್ಚಾಗಿದೆ. ಈ ವರ್ಷ ಗ್ಯಾರಂಟಿ ಯೋಜನೆಗಳಿಗೆ 51,034 ಕೋಟಿ ರೂ.ಗಳನ್ನು ನಾನು ಒದಗಿಸಿದ್ದೇನೆ. ಅಭಿವೃದ್ಧಿ ಕುಂಠಿತವಾಗಲು ಬಿಡದೆ ವ್ಯವಸ್ಥಾಪನೆಯನ್ನು ಬದಲಾಯಿಸಿದೆ. ಜನರ ಕೊಳ್ಳುವ ಶಕ್ತಿ ಹೆಚ್ಚಾದರೆ, ಆರ್ಥಿಕತೆಯ ಪ್ರಗತಿ ವೇಗವಾಗುತ್ತದೆ. ಜನರಲ್ಲಿ ಕೊಳ್ಳುವ ಶಕ್ತಿ ಇದ್ದಾಗ ಮಾತ್ರ ಆರ್ಥಿಕತೆ ಅಭಿವೃದ್ಧಿಯಾಗುತ್ತದೆ ಎಂದರು. [332, 763, 630, 989]
protest-body: ನಾನು ಆ ರೀತಿ ಮಾತನಾಡಿಲ್ಲ ಎಂದು ಪುಟ್ಟಣ್ಣ ಸಮಜಾಯಿಷಿ ನೀಡಿದರು. ಇದಕ್ಕೆ ಒಪ್ಪದ ವಿಪಕ್ಷ ಸದಸ್ಯರು ಪ್ರತಿಭಟನೆ ಮುಂದುವರಿಸಿದರು. ಬಳಿಕ ಸಭಾಪತಿಗಳು ಕಡತ ಪರಿಶೀಲನೆ ಮಾಡಿ ಅಸಂವಿಧಾನಿಕ ಪದ ಇದ್ದರೆ ತೆಗೆದುಹಾಕಲಾಗುವುದು ಎಂದು ಭರವಸೆ ನೀಡಿದ ನಂತರ ಪ್ರತಿಭಟನೆ ಹಿಂಪಡೆದರು. ಇದರಿಂದ ಸದನದಲ್ಲಿ ಕೆಲಕಾಲ ಶಾಂತ ವಾತಾವರಣ ನಿರ್ಮಾಣವಾಯಿತು. ಮುಖ್ಯಮಂತ್ರಿ ಸಿದ್ದರಾಮಯ್ಯ ಉತ್ತರ ಮುಂದುವರಿಸಿದರು. [554, 2035, 1056, 2072]
paragraph: ಸಿಎಂ, ಸಚಿವರು, ಶಾಸಕರ ಸಂಬಳ ಶೇ.100 ರಷ್ಟು ಹೆಚ್ಚಳವಾಗಲಿದ್ದು, ಎರಡು ವಿಧೇಯಕಗಳಿಗೆ ವಿಧಾನಸಭೆಯಲ್ಲಿ ಅಂಗೀಕಾರ ದೊರೆಯಿತು. ಸಚಿವ ಎಚ್.ಕೆ.ಪಾಟೀಲ್ ಅವರು ಮಂಡಿಸಿದ ಕರ್ನಾಟಕ ಸಚಿವರ ವೇತನಗಳು ಮತ್ತು ಭತ್ಯೆಗಳು (ತಿದ್ದುಪಡಿ) ವಿಧೇಯಕ-2025 ಹಾಗೂ ಕರ್ನಾಟಕ ವಿಧಾನ ಮಂಡಲದ ಸದಸ್ಯರ ವೇತನಗಳು, ನಿವೃತ್ತಿ ವೇತನಗಳು, ಭತ್ಯೆಗಳು (ತಿದ್ದುಪಡಿ) ವಿಧೇಯಕ-2025ಕ್ಕೆ ಧ್ವನಿಮತದ ಅಂಗೀಕಾರ ದೊರೆಯಿತು. ಮುಖ್ಯಮಂತ್ರಿ ವೇತನ ತಿಂಗಳಿಗೆ 75 ಸಾವಿರದಿಂದ 1.50 ಲಕ್ಷ ರೂ.ಗೆ ಏರಿಕೆಯಾಗಲಿದೆ. ಸಚಿವರ ವೇತನ 60 ಸಾವಿರದಿಂದ 1.25 ಲಕ್ಷ ರೂ.ಗೆ ಏರಿಕೆಯಾಗಲಿದೆ. ಶಾಸಕರ ಸಂಬಳ 40 ಸಾವಿರದಿಂದ 80 ಸಾವಿರ ರೂ.ಗೆ ಏರಿಕೆಯಾಗಲಿದೆ. ಸಭಾಧ್ಯಕ್ಷರು ಮತ್ತು ಸಭಾಪತಿ ವೇತನ 75 ಸಾವಿರದಿಂದ 1.25 ಲಕ್ಷ ರೂ.ಗೆ, ವಿರೋಧ ಪಕ್ಷದ ನಾಯಕರ ವೇತನ 60 ಸಾವಿರದಿಂದ 80 ಸಾವಿರ ರೂ.ಗೆ ಏರಿಕೆಯಾಗಿದೆ. ಸಚಿವರ ಮನೆ ಬಾಡಿಗೆ 1.20 ಲಕ್ಷದಿಂದ 2.50 ಲಕ್ಷ ರೂ.ಗೆ, ಸಚಿವರ ಆತಿಥ್ಯ ವೆಚ್ಚ 4.50 ಲಕ್ಷ ರೂ.ಗೆ ಹೆಚ್ಚಳವಾಗಿದೆ. ಶಾಸಕರ ಪ್ರಯಾಣ ಭತ್ಯೆ 60 ಸಾವಿರದಿಂದ 1 ಲಕ್ಷ ರೂ.ಗೆ, ಶಾಸಕರ ಕ್ಷೇತ್ರ ಪ್ರವಾಸ ಭತ್ಯೆ 60 ಸಾವಿರದಿಂದ 80 ಸಾವಿರಕ್ಕೆ ಏರಿಕೆ ಮಾಡಲಾಗಿದೆ. ನಿವೃತ್ತ ಶಾಸಕರ ಪಿಂಚಣಿ 50 ಸಾವಿರ ರೂ.ನಿಂದ 75 ಸಾವಿರ ರೂ.ಗೆ ಏರಿಕೆಯಾಗಲಿದೆ. ಚೆಕ್ ವರ್ಗಾವಣೆಯಿಂದ ಸರ್ಕಾರದ ಮೇಲೆ ವಾರ್ಷಿಕ 62 ಕೋಟಿ ರೂ. ಹೊರೆ ಬೀಳಲಿದೆ ಎಂದು ತಿಳಿಸಿದರು. [744, 1599, 1253, 1712]
masthead [0, 0, 1541, 146]
magenta-dot [972, 2360, 981, 2369]
subheading: ವಿಧಾನಸಭೆಗೆ ಕ್ಷೇತ್ರಗಳ ಲೆಕ್ಕ ಕೊಡುತ್ತೇವೆ 8 ಸಾವಿರ ಕೋಟಿ ರೂ.: [341, 1233, 550, 1244]
panch-body: ರಾಜ್ಯದ ಸಾಲ ಹಾಗೂ ಆರ್ಥಿಕ ಸ್ಥಿತಿ, ಗ್ಯಾರಂಟಿ ಯೋಜನೆ, ಎಸ್.ಸಿ.ಪಿ ಮತ್ತು ಟಿ.ಎಸ್.ಪಿ. ಮುಖ್ಯ ಸಮಸ್ಯೆಗಳ ಕುರಿತು ಬಜೆಟ್ ಮೇಲಿನ ಚರ್ಚೆಯ ಉತ್ತರದಲ್ಲಿ ಉಲ್ಲೇಖಿಸಲಾಗಿದೆ. ಕ್ಷೇತ್ರಗಳಿಗೆ ಅಭಿವೃದ್ಧಿ ಅನುದಾನ ಹಾಗೂ ಪ್ರದೇಶವಾರು ಅಭಿವೃದ್ಧಿ ಕುರಿತಂತೆ ಬಜೆಟ್‌ನಲ್ಲಿ ಪ್ರಸ್ತಾಪಿಸಲಾಗಿದೆ. ಸರ್ಕಾರ ಗ್ಯಾರಂಟಿ ಯೋಜನೆಗಳಿಗೆ 51 ಸಾವಿರ ಕೋಟಿ ಸೇರಿದಂತೆ ಅತಿ ಎಲ್ಲ ಕಲ್ಯಾಣ ಯೋಜನೆಗಳಿಗೆ ಹಾಗೂ ಸಹಾಯಧನಗಳಿಗೆ ಸುಮಾರು 1 ಲಕ್ಷ ಕೋಟಿಯಷ್ಟು ವಿನಿಯೋಗಿಸುತ್ತಿದೆ. ಅನ್ನಭಾಗ್ಯದ ಕೃತಕ ಪಡಿತರಗಳಿಗೆ ಉಚಿತ ವಿದ್ಯುತ್ 18,000 ಕೋಟಿ, ವಿವಿಧ ಸಹಾಯಧನ ಯೋಜನೆಗಳಿಗೆ 10,835 ಕೋಟಿ ರೂ ಮೀಸಲಿರಿಸಲಾಗಿದೆ. ವಿದ್ಯಾರ್ಥಿ ವೇತನ ಸೇರಿದಂತೆ ಅತಿ ಎಲ್ಲಾ ಅರ್ಹರಿಗೆ ಸಹಾಯಧನ, ಪಶುಪಾಲನಾ ಸಹಾಯಧನಕ್ಕೆ 20,000 ಕೋಟಿ ರೂ. ಸೇರಿ ಒಟ್ಟಾರೆ 1 ಲಕ್ಷ ಕೋಟಿ ರೂ. ವಿನಿಯೋಗಿಸಲಾಗಿದೆ ಎಂದು ಸಿಎಂ ಮಾಹಿತಿ ನೀಡಿದರು. [1138, 787, 1466, 906]
sidebar-body-1 [51, 757, 317, 1275]
dateline: ವಿಧಾನಸಭೆ: [750, 1599, 785, 1609]
sslc-photo [1275, 1934, 1471, 2126]
bottom-col-1 [42, 2002, 308, 2347]
rajadhani-title: ರಾಜಧಾನಿ ಅಭಿವೃದ್ಧಿಗೆ ಭರಪೂರ [966, 1445, 1068, 1486]
second-hike-body: ಮುಖ್ಯಮಂತ್ರಿ, ಸಚಿವರು ಹಾಗೂ ವಿಧಾನಸಭೆ ಸದಸ್ಯರ ವೇತನ ಪರಿಷ್ಕರಣೆ ಮಾಡುತ್ತಿರುವುದು 2ನೇ ಬಾರಿ. 2022ರಲ್ಲಿ ಅಂದಿನ ಬಿಜೆಪಿ ಸರ್ಕಾರ ವೇತನ ಪರಿಷ್ಕರಣೆ ಮಾಡಿತ್ತು. ಈಗ ಶೇ.100ರಷ್ಟು ಹೆಚ್ಚಿಸಲಾಗಿದೆ. ಬಿಜೆಪಿ ಸರ್ಕಾರ 2022ರಲ್ಲಿ ಶಾಸಕರ ವೇತನ ಹಾಗೂ ಭತ್ಯೆಯನ್ನು ಹೆಚ್ಚಿಸಿತ್ತು. ಆಗ ಮುಖ್ಯಮಂತ್ರಿಗಳ ತಿಂಗಳ ವೇತನವನ್ನು 50 ಸಾವಿರದಿಂದ 75 ಸಾವಿರಕ್ಕೆ ಹೆಚ್ಚಿಸಲಾಗಿತ್ತು. ಪ್ರತಿ 5 ವರ್ಷಗಳಿಗೊಮ್ಮೆ ವೇತನ ಪರಿಷ್ಕರಣೆ ಮಾಡುವ ನಿಯಮ ಇದ್ದು, ಆದರೆ 2 ವರ್ಷ ಪೂರ್ಣಗೊಳ್ಳುವ ಮೊದಲೇ ಶಾಸಕರ ವೇತನ ಹೆಚ್ಚಳಕ್ಕೆ ಕ್ರಮ ಕೈಗೊಳ್ಳಲಾಗಿದೆ. [1263, 1582, 1467, 1695]
quote-icon: " [999, 759, 1035, 794]
salary-title: ಜನಪ್ರತಿನಿಧಿಗಳ ವೇತನ ಶೇ.100ರಷ್ಟು ಏರಿಕೆ [744, 1540, 1169, 1575]
honey-title: ಮೇಲ್ಮನೆಯಲ್ಲೂ ಹನಿಟ್ರ್ಯಾಪ್ ಗದ್ದಲ [332, 1540, 661, 1575]
speaker-body [368, 2104, 483, 2213]
sidebar-headline-1: 2ನೇ ದಿನವೂ ಪ್ರತಿಧ್ವನಿಸಿದ ಹನಿಟ್ರ್ಯಾಪ್ ಪ್ರಕರಣ [88, 688, 270, 747]
cm-figure [778, 830, 886, 1035]
date-label: 22 ಮಾರ್ಚ್ 2025 [77, 93, 198, 113]
city-label: ಹುಬ್ಬಳ್ಳಿ [90, 119, 127, 137]
dateline: ವಿಧಾನಸಭೆ: [58, 1369, 95, 1381]
panch-title: ಪಂಚ ವಿಚಾರಗಳ ಬಗ್ಗೆ ಚರ್ಚೆ [1138, 760, 1294, 779]
cm-head [800, 779, 864, 849]
big-19-value: ₹19,262 [854, 1262, 1041, 1309]
panch-box [1130, 753, 1471, 1032]
budget-kicker: ರಾಜ್ಯ ಅಭಿವೃದ್ಧಿ ಹೊಂದುತ್ತಿದೆ ಎಂಬುದಕ್ಕೆ ಆಯವ್ಯಯ ಸಾಕ್ಷಿ: ಮುಖ್ಯಮಂತ್ರಿ ಸಿದ್ದರಾಮಯ್ಯ [332, 611, 1093, 642]
quote-text: ಬಜೆಟ್ ಅನುದಾನ ಕೊಂದಿದ್ದೇನೆ. ಗ್ಯಾರಂಟಿ ಯೋಜನೆಗಳಿಗೆ 51,034 ಕೋಟಿ ರೂ.ಗಳನ್ನು ನಾನು ಒದಗಿಸಿದ್ದೇನೆ. ಅಭಿವೃದ್ಧಿ ಕಾರ್ಯಕ್ರಮಗಳಿಗೂ ಅನುದಾನ ಮೀಸಲಿಟ್ಟಿದ್ದೇನೆ. [999, 803, 1112, 906]
photo-1 [42, 151, 224, 548]
